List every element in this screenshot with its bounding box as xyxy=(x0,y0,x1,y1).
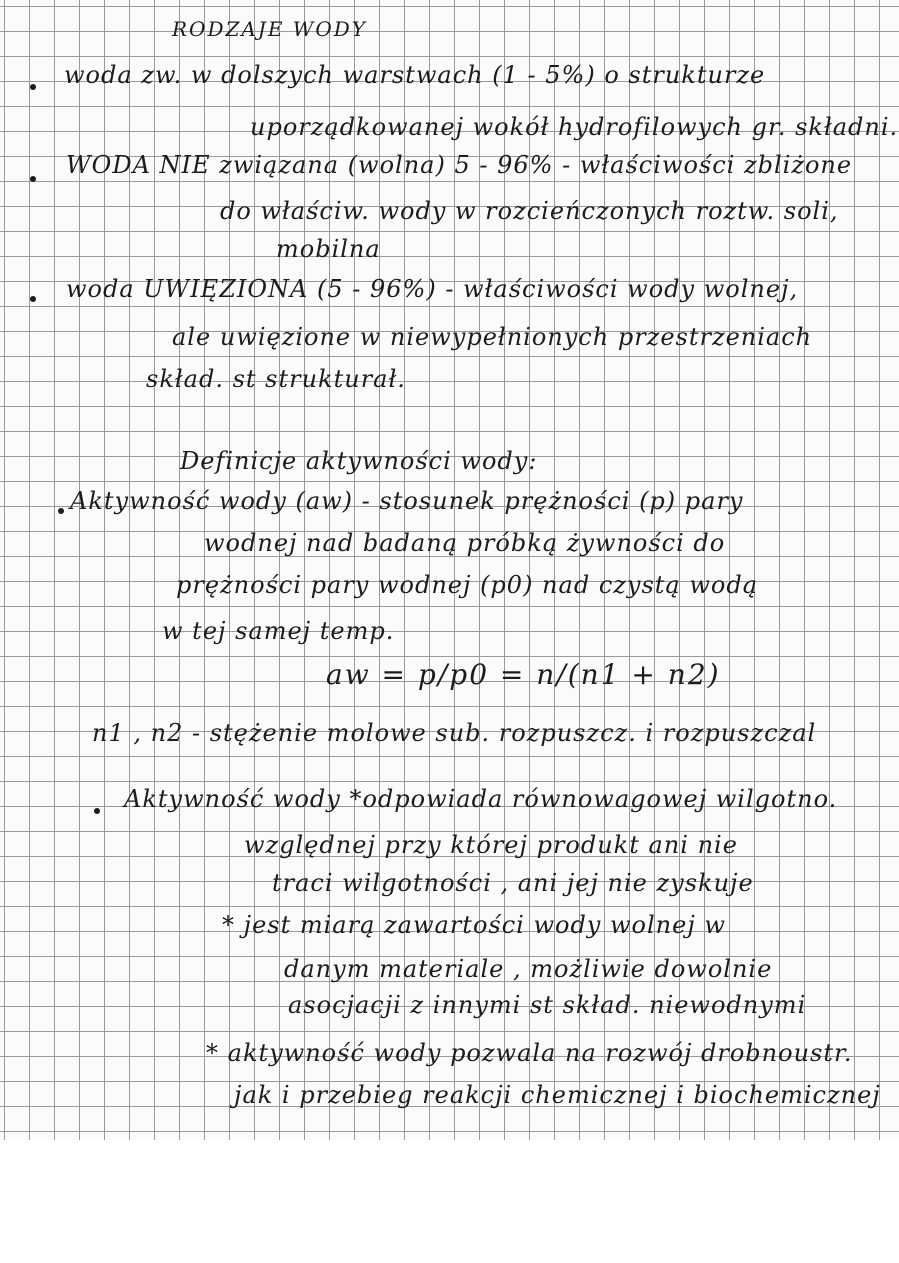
aw-formula: aw = p/p0 = n/(n1 + n2) xyxy=(326,658,721,691)
note-line: Aktywność wody *odpowiada równowagowej wilgotno. xyxy=(124,785,838,813)
note-line: jak i przebieg reakcji chemicznej i biochemicznej xyxy=(234,1081,881,1109)
note-line: * jest miarą zawartości wody wolnej w xyxy=(222,911,726,939)
note-line: do właściw. wody w rozcieńczonych roztw. soli, xyxy=(220,197,839,225)
note-line: woda zw. w dolszych warstwach (1 - 5%) o strukturze xyxy=(64,61,766,89)
note-line: traci wilgotności , ani jej nie zyskuje xyxy=(272,869,754,897)
formula-note: n1 , n2 - stężenie molowe sub. rozpuszcz. i rozpuszczal xyxy=(92,719,817,747)
bullet-marker xyxy=(30,296,36,302)
note-line: woda UWIĘZIONA (5 - 96%) - właściwości wody wolnej, xyxy=(66,275,799,303)
note-line: prężności pary wodnej (p0) nad czystą wodą xyxy=(176,571,759,599)
note-line: asocjacji z innymi st skład. niewodnymi xyxy=(288,991,807,1019)
bullet-marker xyxy=(94,808,100,814)
bullet-marker xyxy=(30,84,36,90)
page-title: RODZAJE WODY xyxy=(172,17,367,41)
bullet-marker xyxy=(30,176,36,182)
note-line: uporządkowanej wokół hydrofilowych gr. składni. xyxy=(250,113,899,141)
note-line: danym materiale , możliwie dowolnie xyxy=(284,955,773,983)
note-line: w tej samej temp. xyxy=(162,617,395,645)
section-title: Definicje aktywności wody: xyxy=(180,447,538,475)
note-line: WODA NIE związana (wolna) 5 - 96% - właściwości zbliżone xyxy=(66,151,853,179)
note-line: * aktywność wody pozwala na rozwój drobnoustr. xyxy=(206,1039,853,1067)
note-line: wodnej nad badaną próbką żywności do xyxy=(204,529,726,557)
note-line: względnej przy której produkt ani nie xyxy=(244,831,738,859)
note-line: Aktywność wody (aw) - stosunek prężności (p) pary xyxy=(70,487,744,515)
note-line: skład. st strukturał. xyxy=(146,365,406,393)
bullet-marker xyxy=(58,508,64,514)
note-line: mobilna xyxy=(276,235,381,263)
note-line: ale uwięzione w niewypełnionych przestrzeniach xyxy=(172,323,813,351)
